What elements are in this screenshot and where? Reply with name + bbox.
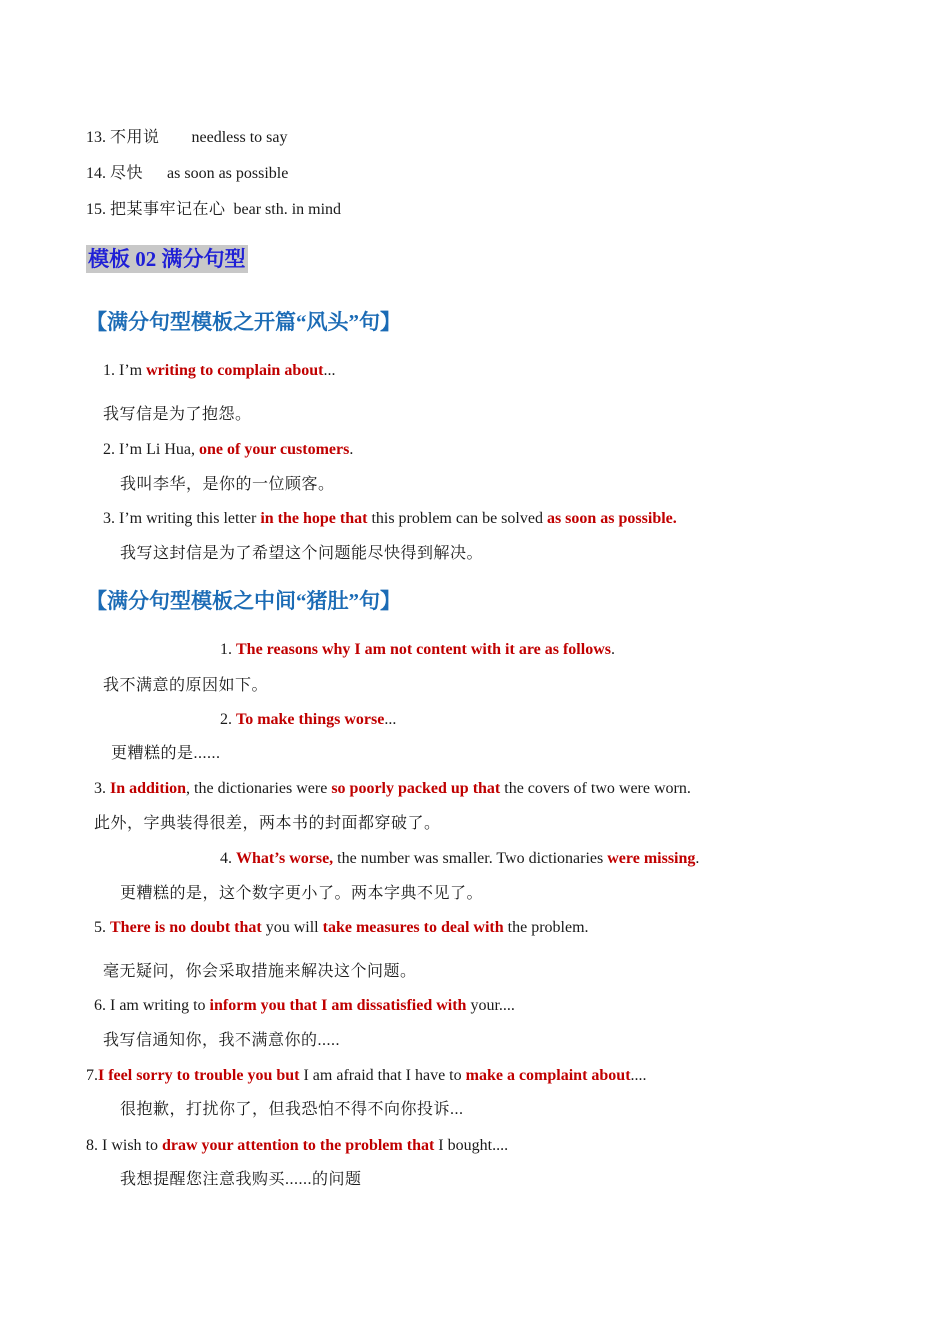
- sentence-number: 8.: [86, 1137, 98, 1154]
- sentence-text: the covers of two were worn.: [500, 780, 691, 797]
- vocab-english: bear sth. in mind: [233, 201, 342, 218]
- sentence-text: this problem can be solved: [367, 510, 547, 527]
- sentence-text: your....: [466, 997, 515, 1014]
- key-phrase: I feel sorry to trouble you but: [98, 1067, 300, 1084]
- opening-section-title: 【满分句型模板之开篇“风头”句】: [86, 310, 401, 334]
- middle-sentence-3: [94, 779, 691, 799]
- key-phrase: as soon as possible.: [546, 510, 677, 527]
- opening-translation-2: 我叫李华，是你的一位顾客。: [120, 476, 335, 493]
- opening-sentence-3: [103, 509, 677, 529]
- vocab-chinese: 不用说: [110, 129, 160, 146]
- opening-sentence-2: [103, 440, 353, 460]
- sentence-number: 5.: [94, 919, 106, 936]
- sentence-number: 2.: [220, 711, 232, 728]
- opening-sentence-1: [103, 361, 335, 381]
- sentence-number: 7.: [86, 1067, 98, 1084]
- opening-translation-3: 我写这封信是为了希望这个问题能尽快得到解决。: [120, 545, 484, 562]
- sentence-text: ...: [323, 362, 336, 379]
- key-phrase: writing to complain about: [146, 362, 324, 379]
- sentence-number: 2.: [103, 441, 115, 458]
- sentence-text: ....: [630, 1067, 647, 1084]
- sentence-number: 1.: [220, 641, 232, 658]
- vocab-number: 13.: [86, 129, 106, 146]
- key-phrase: in the hope that: [260, 510, 368, 527]
- opening-translation-1: 我写信是为了抱怨。: [103, 406, 252, 423]
- template-heading: 模板 02 满分句型: [88, 247, 246, 271]
- key-phrase: take measures to deal with: [322, 919, 504, 936]
- key-phrase: were missing: [607, 850, 696, 867]
- middle-translation-8: 我想提醒您注意我购买......的问题: [120, 1171, 362, 1188]
- sentence-text: I’m writing this letter: [119, 510, 261, 527]
- key-phrase: In addition: [110, 780, 187, 797]
- sentence-number: 3.: [103, 510, 115, 527]
- sentence-text: I wish to: [102, 1137, 162, 1154]
- middle-sentence-5: [94, 918, 589, 938]
- key-phrase: so poorly packed up that: [331, 780, 501, 797]
- sentence-text: .: [610, 641, 615, 658]
- sentence-number: 1.: [103, 362, 115, 379]
- sentence-text: the number was smaller. Two dictionaries: [333, 850, 608, 867]
- middle-translation-3: 此外，字典装得很差，两本书的封面都穿破了。: [94, 815, 441, 832]
- sentence-number: 6.: [94, 997, 106, 1014]
- vocab-item-13: [86, 128, 288, 148]
- sentence-text: , the dictionaries were: [186, 780, 332, 797]
- key-phrase: To make things worse: [236, 711, 385, 728]
- key-phrase: There is no doubt that: [110, 919, 262, 936]
- middle-translation-5: 毫无疑问，你会采取措施来解决这个问题。: [103, 963, 417, 980]
- middle-translation-4: 更糟糕的是，这个数字更小了。两本字典不见了。: [120, 885, 484, 902]
- vocab-number: 15.: [86, 201, 106, 218]
- vocab-english: needless to say: [191, 129, 288, 146]
- middle-translation-7: 很抱歉，打扰你了，但我恐怕不得不向你投诉...: [120, 1101, 464, 1118]
- key-phrase: one of your customers: [198, 441, 350, 458]
- sentence-text: I am writing to: [110, 997, 210, 1014]
- sentence-text: I am afraid that I have to: [299, 1067, 466, 1084]
- vocab-item-14: [86, 164, 288, 184]
- vocab-item-15: [86, 200, 341, 220]
- vocab-number: 14.: [86, 165, 106, 182]
- sentence-text: I’m: [119, 362, 147, 379]
- middle-translation-2: 更糟糕的是......: [111, 745, 221, 762]
- sentence-text: I’m Li Hua,: [119, 441, 199, 458]
- key-phrase: make a complaint about: [465, 1067, 631, 1084]
- vocab-chinese: 把某事牢记在心: [110, 201, 226, 218]
- middle-translation-6: 我写信通知你，我不满意你的.....: [103, 1032, 341, 1049]
- key-phrase: inform you that I am dissatisfied with: [209, 997, 467, 1014]
- middle-sentence-4: [220, 849, 699, 869]
- sentence-number: 4.: [220, 850, 232, 867]
- vocab-english: as soon as possible: [167, 165, 289, 182]
- middle-sentence-6: [94, 996, 515, 1016]
- middle-section-title: 【满分句型模板之中间“猪肚”句】: [86, 589, 401, 613]
- sentence-text: I bought....: [434, 1137, 509, 1154]
- sentence-text: you will: [261, 919, 323, 936]
- middle-sentence-2: [220, 710, 396, 730]
- sentence-text: .: [695, 850, 700, 867]
- middle-translation-1: 我不满意的原因如下。: [103, 677, 269, 694]
- middle-sentence-8: [86, 1136, 508, 1156]
- sentence-text: the problem.: [503, 919, 589, 936]
- vocab-chinese: 尽快: [110, 165, 144, 182]
- middle-sentence-1: [220, 640, 615, 660]
- sentence-number: 3.: [94, 780, 106, 797]
- key-phrase: draw your attention to the problem that: [162, 1137, 435, 1154]
- key-phrase: The reasons why I am not content with it are as follows: [236, 641, 611, 658]
- middle-sentence-7: [86, 1066, 647, 1086]
- key-phrase: What’s worse,: [236, 850, 334, 867]
- sentence-text: ...: [384, 711, 397, 728]
- sentence-text: .: [349, 441, 354, 458]
